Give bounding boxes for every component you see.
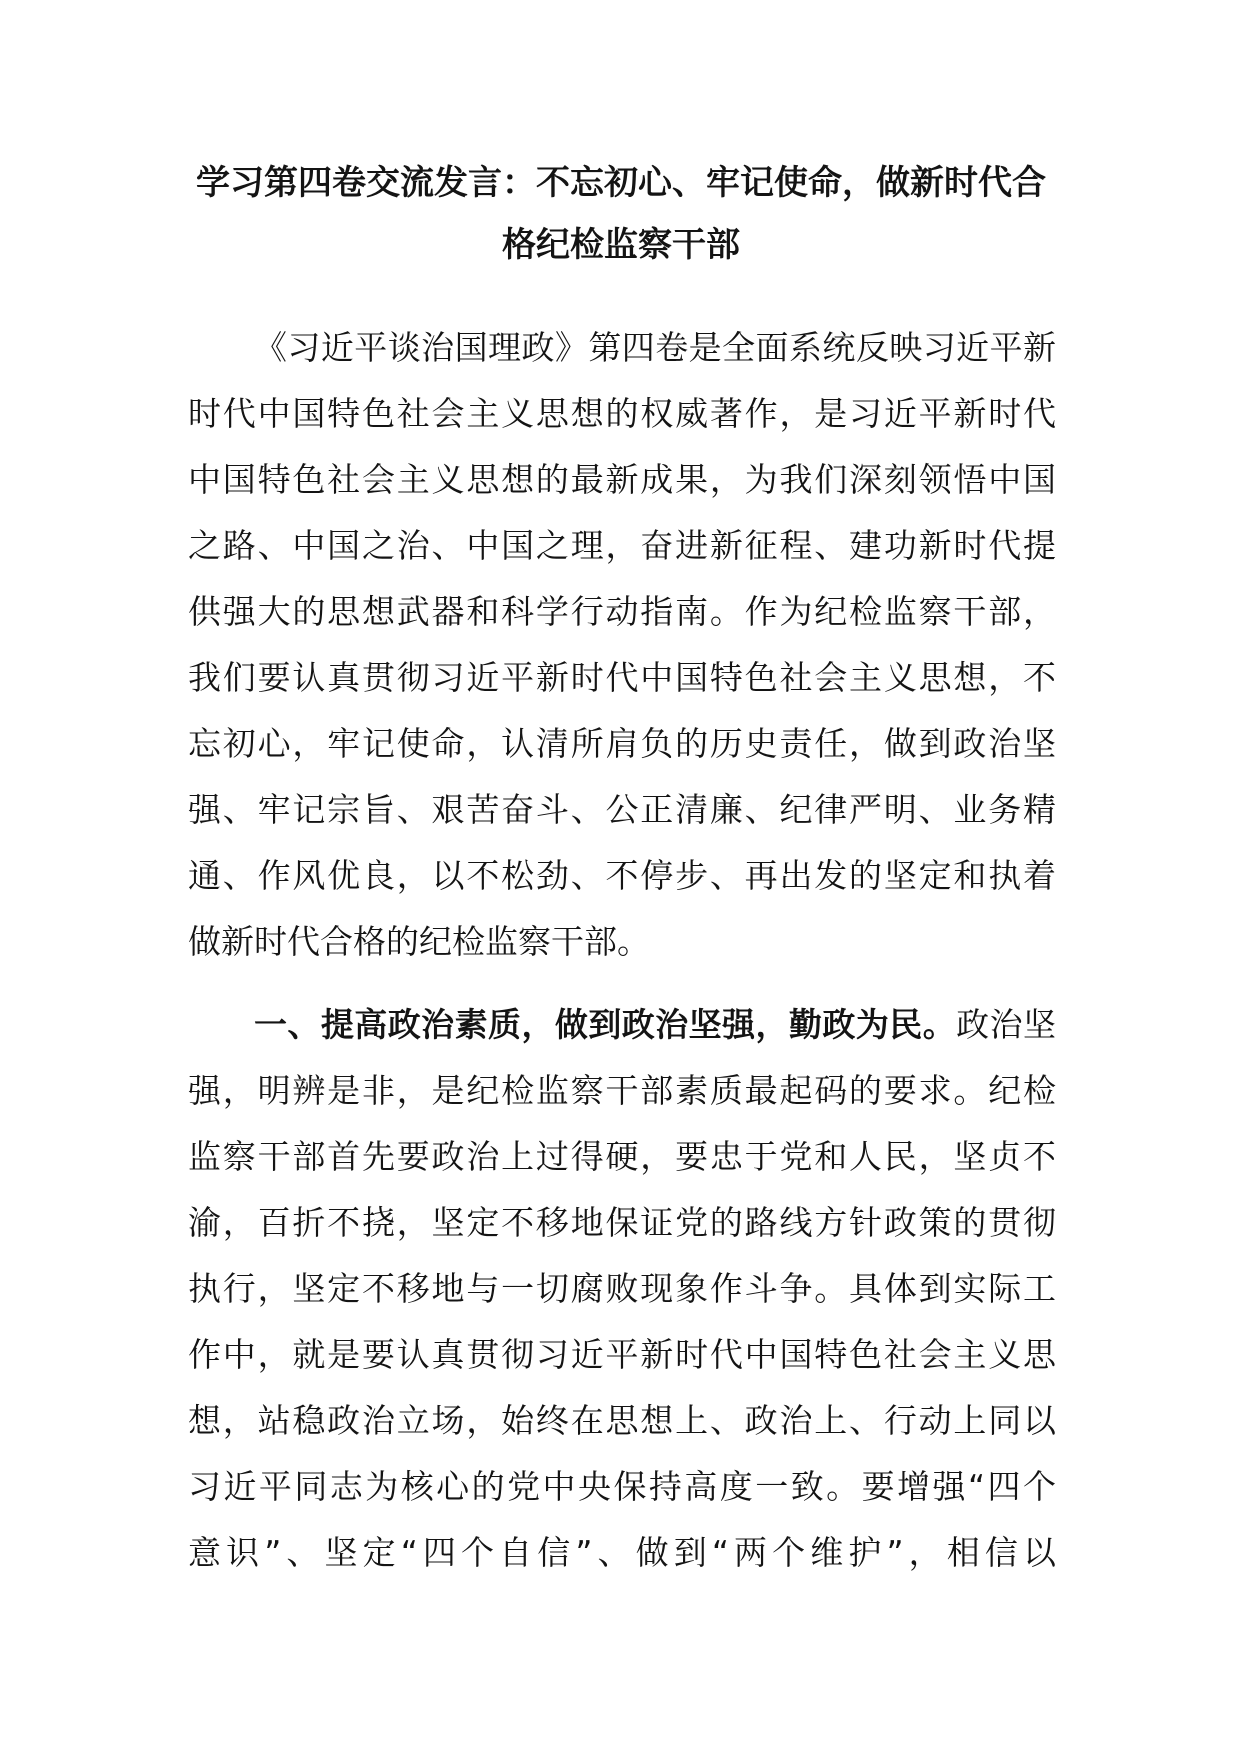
- intro-line: 强、牢记宗旨、艰苦奋斗、公正清廉、纪律严明、业务精: [188, 790, 1056, 829]
- intro-line: 时代中国特色社会主义思想的权威著作，是习近平新时代: [188, 394, 1056, 433]
- intro-line: 通、作风优良，以不松劲、不停步、再出发的坚定和执着: [188, 856, 1056, 895]
- section-1-line: 执行，坚定不移地与一切腐败现象作斗争。具体到实际工: [188, 1269, 1056, 1308]
- section-1-line: 渝，百折不挠，坚定不移地保证党的路线方针政策的贯彻: [188, 1203, 1056, 1242]
- intro-paragraph: [188, 315, 1056, 975]
- title-line-1: 学习第四卷交流发言：不忘初心、牢记使命，做新时代合: [196, 163, 1046, 203]
- intro-line: 忘初心，牢记使命，认清所肩负的历史责任，做到政治坚: [188, 724, 1056, 763]
- title-line-2: 格纪检监察干部: [502, 225, 740, 265]
- intro-line: 《习近平谈治国理政》第四卷是全面系统反映习近平新: [254, 328, 1056, 367]
- intro-line: 做新时代合格的纪检监察干部。: [188, 922, 650, 961]
- section-1-heading: 一、提高政治素质，做到政治坚强，勤政为民。: [254, 1005, 957, 1044]
- section-1-first-line: [188, 992, 1056, 1058]
- section-1-line: 作中，就是要认真贯彻习近平新时代中国特色社会主义思: [188, 1335, 1056, 1374]
- intro-line: 供强大的思想武器和科学行动指南。作为纪检监察干部，: [188, 592, 1056, 631]
- document-title: [188, 152, 1054, 276]
- section-1-line: 强，明辨是非，是纪检监察干部素质最起码的要求。纪检: [188, 1071, 1056, 1110]
- section-1-first-line-text: 政治坚: [956, 1005, 1057, 1044]
- intro-line: 之路、中国之治、中国之理，奋进新征程、建功新时代提: [188, 526, 1056, 565]
- section-1-line: 想，站稳政治立场，始终在思想上、政治上、行动上同以: [188, 1401, 1056, 1440]
- intro-line: 我们要认真贯彻习近平新时代中国特色社会主义思想，不: [188, 658, 1056, 697]
- section-1-line: 习近平同志为核心的党中央保持高度一致。要增强“四个: [188, 1467, 1056, 1506]
- section-1-paragraph: [188, 992, 1056, 1586]
- section-1-line: 监察干部首先要政治上过得硬，要忠于党和人民，坚贞不: [188, 1137, 1056, 1176]
- section-1-line: 意识”、坚定“四个自信”、做到“两个维护”，相信以: [188, 1533, 1056, 1572]
- intro-line: 中国特色社会主义思想的最新成果，为我们深刻领悟中国: [188, 460, 1056, 499]
